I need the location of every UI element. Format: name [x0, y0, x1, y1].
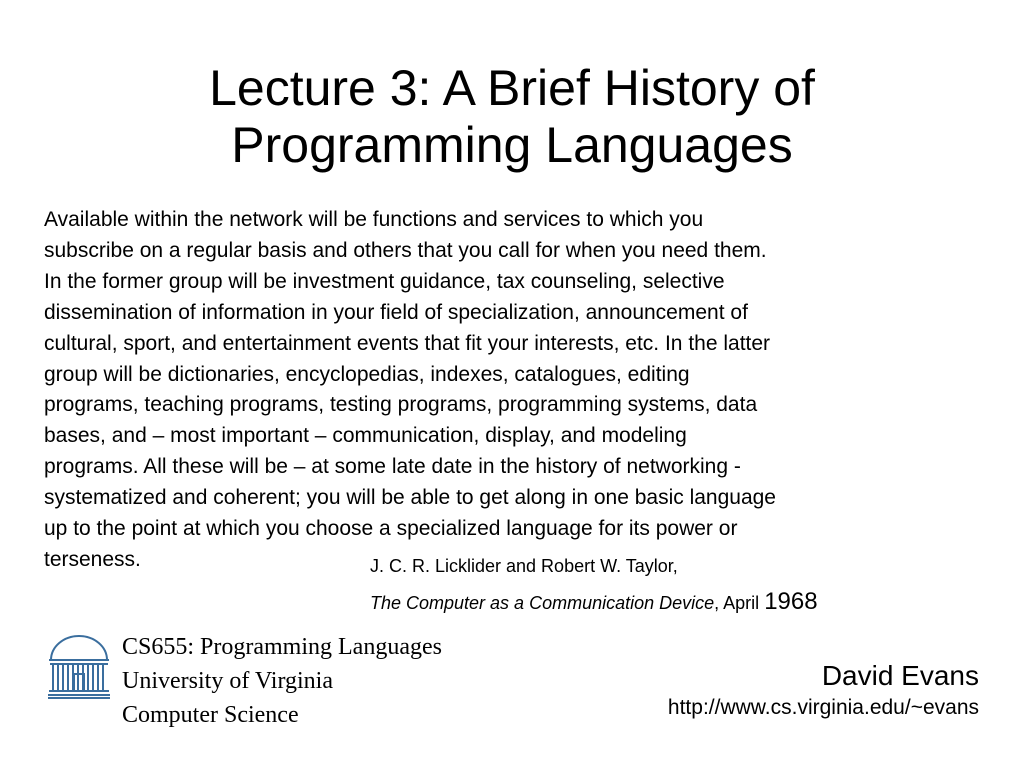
quote-line: subscribe on a regular basis and others that you call for when you need them.	[44, 238, 767, 262]
university-name: University of Virginia	[122, 668, 333, 694]
author-name: David Evans	[821, 660, 979, 691]
quote-line: programs. All these will be – at some late date in the history of networking -	[44, 455, 741, 479]
quote-line: dissemination of information in your field of specialization, announcement of	[44, 300, 748, 324]
attribution-source	[370, 584, 818, 621]
quote-line: terseness.	[44, 547, 141, 571]
quote-line: group will be dictionaries, encyclopedias, indexes, catalogues, editing	[44, 362, 690, 386]
quote-attribution	[370, 548, 818, 621]
author-info	[668, 658, 979, 722]
course-name: CS655: Programming Languages	[122, 634, 442, 660]
attribution-authors: J. C. R. Licklider and Robert W. Taylor,	[370, 556, 678, 576]
quote-line: cultural, sport, and entertainment events that fit your interests, etc. In the latter	[44, 331, 771, 355]
slide-title-line-1: Lecture 3: A Brief History of	[209, 60, 815, 116]
quote-line: systematized and coherent; you will be able to get along in one basic language	[44, 486, 776, 510]
quote-line: programs, teaching programs, testing programs, programming systems, data	[44, 393, 758, 417]
department-name: Computer Science	[122, 702, 299, 728]
slide-title-line-2: Programming Languages	[231, 117, 793, 173]
uva-rotunda-logo-icon	[47, 634, 111, 700]
attribution-year: 1968	[764, 588, 818, 615]
slide-title	[0, 60, 1024, 174]
course-info	[122, 630, 442, 732]
attribution-month: , April	[714, 593, 765, 613]
logo-graphic	[47, 634, 111, 700]
quote-line: Available within the network will be functions and services to which you	[44, 208, 704, 231]
quote-text	[44, 205, 994, 576]
quote-line: up to the point at which you choose a specialized language for its power or	[44, 517, 738, 541]
quote-line: In the former group will be investment guidance, tax counseling, selective	[44, 269, 725, 293]
quote-line: bases, and – most important – communication, display, and modeling	[44, 424, 687, 448]
attribution-work-title: The Computer as a Communication Device	[370, 593, 715, 613]
author-url-link[interactable]: http://www.cs.virginia.edu/~evans	[667, 696, 979, 719]
